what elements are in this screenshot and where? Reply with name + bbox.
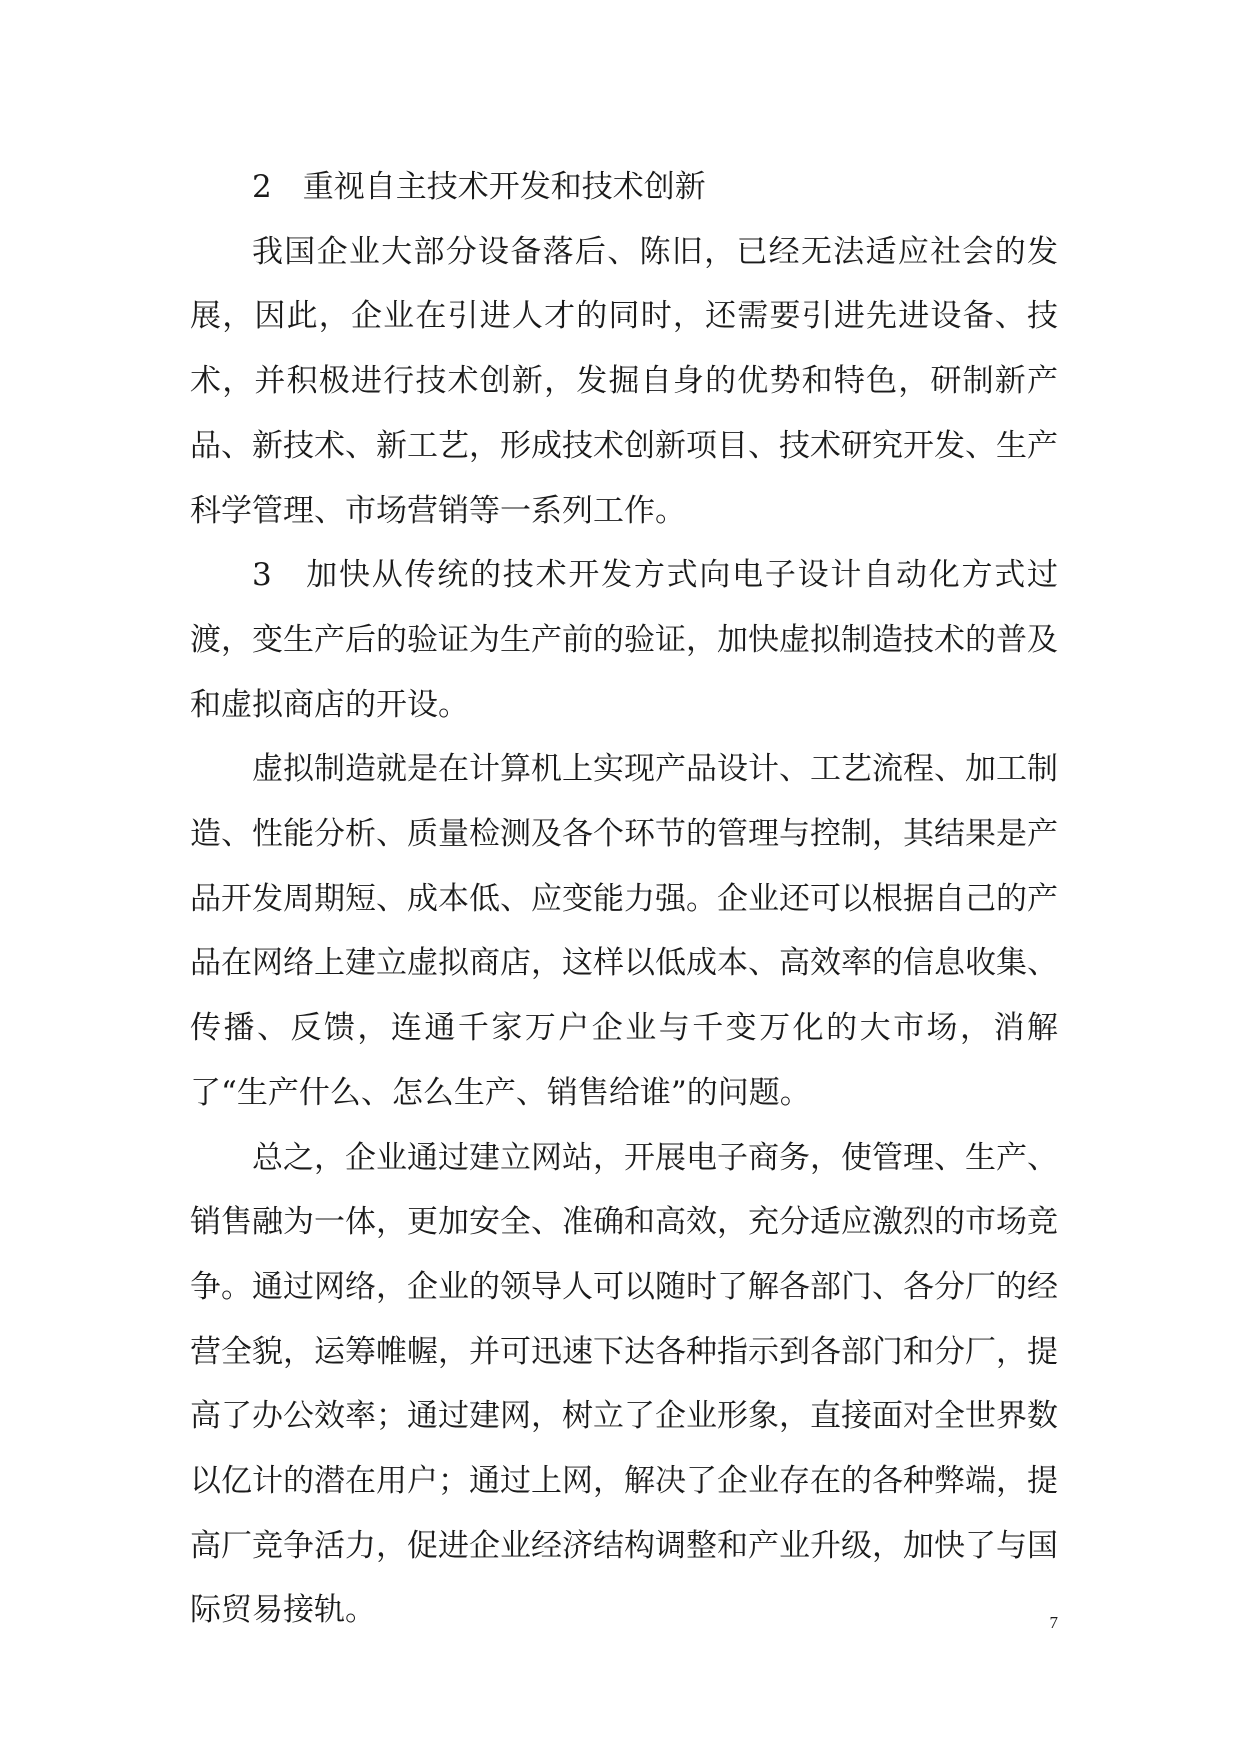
page-number: 7 (1049, 1613, 1058, 1632)
section-heading-3: 3 加快从传统的技术开发方式向电子设计自动化方式过渡，变生产后的验证为生产前的验证，加快虚拟制造技术的普及和虚拟商店的开设。 (190, 557, 1058, 723)
body-paragraph: 虚拟制造就是在计算机上实现产品设计、工艺流程、加工制造、性能分析、质量检测及各个环节的管理与控制，其结果是产品开发周期短、成本低、应变能力强。企业还可以根据自己的产品在网络上建立虚拟商店，这样以低成本、高效率的信息收集、传播、反馈，连通千家万户企业与千变万化的大市场，消解了“生产什么、怎么生产、销售给谁”的问题。 (190, 751, 1058, 1111)
section-heading-2: 2 重视自主技术开发和技术创新 (252, 169, 706, 205)
body-paragraph: 我国企业大部分设备落后、陈旧，已经无法适应社会的发展，因此，企业在引进人才的同时，还需要引进先进设备、技术，并积极进行技术创新，发掘自身的优势和特色，研制新产品、新技术、新工艺，形成技术创新项目、技术研究开发、生产科学管理、市场营销等一系列工作。 (190, 233, 1058, 529)
body-paragraph: 总之，企业通过建立网站，开展电子商务，使管理、生产、销售融为一体，更加安全、准确和高效，充分适应激烈的市场竞争。通过网络，企业的领导人可以随时了解各部门、各分厂的经营全貌，运筹帷幄，并可迅速下达各种指示到各部门和分厂，提高了办公效率；通过建网，树立了企业形象，直接面对全世界数以亿计的潜在用户；通过上网，解决了企业存在的各种弊端，提高厂竞争活力，促进企业经济结构调整和产业升级，加快了与国际贸易接轨。 (190, 1139, 1058, 1629)
document-body (190, 155, 1058, 1643)
